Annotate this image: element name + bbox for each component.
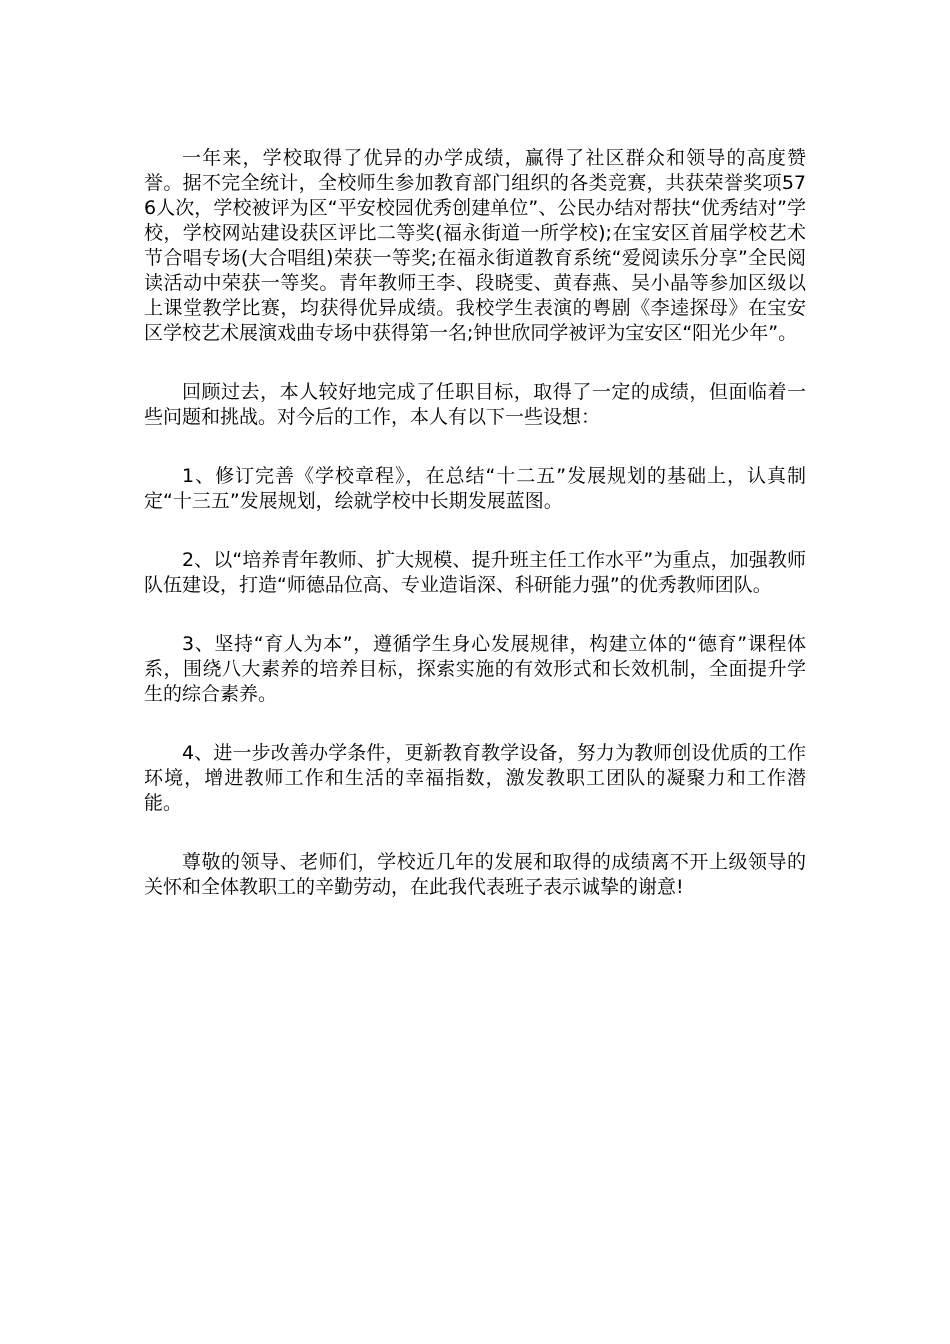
paragraph-plan-2: 2、以“培养青年教师、扩大规模、提升班主任工作水平”为重点，加强教师队伍建设，打造“师德品位高、专业造诣深、科研能力强”的优秀教师团队。 — [144, 549, 806, 596]
paragraph-plan-1: 1、修订完善《学校章程》，在总结“十二五”发展规划的基础上，认真制定“十三五”发展规划，绘就学校中长期发展蓝图。 — [144, 465, 806, 512]
document-body — [144, 146, 806, 934]
paragraph-thanks: 尊敬的领导、老师们，学校近几年的发展和取得的成绩离不开上级领导的关怀和全体教职工的辛勤劳动，在此我代表班子表示诚挚的谢意! — [144, 851, 806, 898]
paragraph-plan-3: 3、坚持“育人为本”，遵循学生身心发展规律，构建立体的“德育”课程体系，围绕八大素养的培养目标，探索实施的有效形式和长效机制，全面提升学生的综合素养。 — [144, 633, 806, 705]
paragraph-plan-4: 4、进一步改善办学条件，更新教育教学设备，努力为教师创设优质的工作环境，增进教师工作和生活的幸福指数，激发教职工团队的凝聚力和工作潜能。 — [144, 742, 806, 814]
paragraph-review: 回顾过去，本人较好地完成了任职目标，取得了一定的成绩，但面临着一些问题和挑战。对今后的工作，本人有以下一些设想： — [144, 381, 806, 428]
paragraph-achievements: 一年来，学校取得了优异的办学成绩，赢得了社区群众和领导的高度赞誉。据不完全统计，全校师生参加教育部门组织的各类竞赛，共获荣誉奖项576人次，学校被评为区“平安校园优秀创建单位”、公民办结对帮扶“优秀结对”学校，学校网站建设获区评比二等奖(福永街道一所学校);在宝安区首届学校艺术节合唱专场(大合唱组)荣获一等奖;在福永街道教育系统“爱阅读乐分享”全民阅读活动中荣获一等奖。青年教师王李、段晓雯、黄春燕、吴小晶等参加区级以上课堂教学比赛，均获得优异成绩。我校学生表演的粤剧《李逵探母》在宝安区学校艺术展演戏曲专场中获得第一名;钟世欣同学被评为宝安区“阳光少年”。 — [144, 147, 806, 344]
